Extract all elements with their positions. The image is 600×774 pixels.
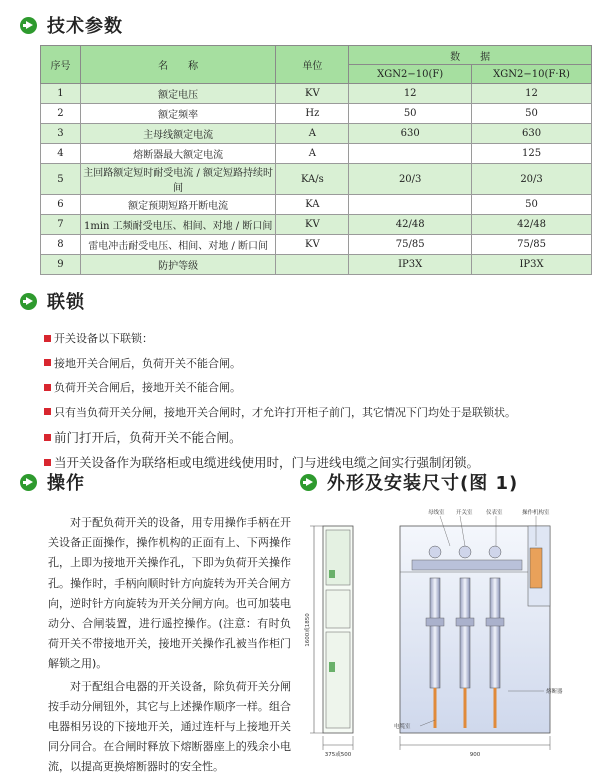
arrow-right-icon <box>20 17 37 34</box>
cell-value-f: 42/48 <box>349 215 472 235</box>
arrow-right-icon <box>300 474 317 491</box>
cell-value-f: 50 <box>349 104 472 124</box>
bullet-square-icon <box>44 384 51 391</box>
cell-no: 5 <box>41 164 81 195</box>
cell-unit: A <box>276 144 349 164</box>
cell-unit: A <box>276 124 349 144</box>
col-header-no: 序号 <box>41 46 81 84</box>
table-row <box>41 255 592 275</box>
section-title: 外形及安装尺寸(图 1) <box>327 473 519 494</box>
list-item: 负荷开关合闸后，接地开关不能合闸。 <box>44 379 596 395</box>
side-width-dimension-label: 375或500 <box>324 752 352 758</box>
cell-value-fr: 20/3 <box>472 164 592 195</box>
busbar-room-label: 母线室 <box>428 510 445 516</box>
cell-unit: Hz <box>276 104 349 124</box>
side-view <box>310 526 353 750</box>
arrow-right-icon <box>20 474 37 491</box>
cell-value-f <box>349 195 472 215</box>
cell-value-fr: 50 <box>472 104 592 124</box>
front-section-view <box>400 516 550 750</box>
bullet-square-icon <box>44 359 51 366</box>
section-heading-operation <box>20 469 85 495</box>
cell-no: 9 <box>41 255 81 275</box>
switch-room-label: 开关室 <box>456 510 473 516</box>
cell-name: 额定频率 <box>80 104 276 124</box>
section-title: 联锁 <box>47 292 85 313</box>
spec-table <box>40 45 592 275</box>
col-header-model-fr: XGN2−10(F·R) <box>472 65 592 84</box>
cell-unit <box>276 255 349 275</box>
paragraph: 对于配负荷开关的设备，用专用操作手柄在开关设备正面操作，操作机构的正面有上、下两操作孔，上即为接地开关操作孔，下即为负荷开关操作孔。操作时，手柄向顺时针方向旋转为开关合闸方向，逆时针方向旋转为开关分闸方向。也可加装电动分、合闸装置，进行遥控操作。(注意：有时负荷开关不带接地开关，接地开关操作孔被当作柜门解锁之用)。 <box>48 516 291 671</box>
cell-value-fr: 125 <box>472 144 592 164</box>
list-item: 接地开关合闸后，负荷开关不能合闸。 <box>44 355 596 371</box>
cell-no: 2 <box>41 104 81 124</box>
cell-unit: KA/s <box>276 164 349 195</box>
front-width-dimension-label: 900 <box>469 752 481 758</box>
table-row <box>41 84 592 104</box>
operation-text <box>48 513 291 774</box>
bullet-square-icon <box>44 408 51 415</box>
cell-value-fr: 50 <box>472 195 592 215</box>
cell-value-fr: 75/85 <box>472 235 592 255</box>
section-title: 技术参数 <box>47 16 123 37</box>
cable-room-label: 电缆室 <box>394 724 411 730</box>
cell-value-fr: 630 <box>472 124 592 144</box>
cell-unit: KV <box>276 235 349 255</box>
col-header-unit: 单位 <box>276 46 349 84</box>
cell-name: 1min 工频耐受电压、相间、对地 / 断口间 <box>80 215 276 235</box>
cell-no: 4 <box>41 144 81 164</box>
list-item: 当开关设备作为联络柜或电缆进线使用时，门与进线电缆之间实行强制闭锁。 <box>44 453 596 471</box>
cabinet-drawing <box>300 490 596 768</box>
bullet-square-icon <box>44 335 51 342</box>
cell-no: 3 <box>41 124 81 144</box>
section-title: 操作 <box>47 473 85 494</box>
col-header-data: 数 据 <box>349 46 592 65</box>
table-row <box>41 164 592 195</box>
cell-no: 6 <box>41 195 81 215</box>
list-item: 开关设备以下联锁： <box>44 330 596 346</box>
arrow-right-icon <box>20 293 37 310</box>
interlock-list <box>44 330 596 478</box>
cell-value-fr: 12 <box>472 84 592 104</box>
cell-no: 7 <box>41 215 81 235</box>
col-header-name: 名 称 <box>80 46 276 84</box>
cell-value-f: 630 <box>349 124 472 144</box>
cell-name: 额定电压 <box>80 84 276 104</box>
cell-value-f: 75/85 <box>349 235 472 255</box>
cell-value-f: IP3X <box>349 255 472 275</box>
meter-room-label: 仪表室 <box>486 510 503 516</box>
cell-unit: KA <box>276 195 349 215</box>
table-row <box>41 104 592 124</box>
mechanism-room-label: 操作机构室 <box>522 510 550 516</box>
cell-value-fr: 42/48 <box>472 215 592 235</box>
col-header-model-f: XGN2−10(F) <box>349 65 472 84</box>
table-row <box>41 124 592 144</box>
cell-name: 主母线额定电流 <box>80 124 276 144</box>
cell-name: 雷电冲击耐受电压、相间、对地 / 断口间 <box>80 235 276 255</box>
table-row <box>41 195 592 215</box>
cell-unit: KV <box>276 215 349 235</box>
cell-no: 8 <box>41 235 81 255</box>
section-heading-interlock <box>20 288 85 314</box>
cell-value-f: 12 <box>349 84 472 104</box>
cell-name: 主回路额定短时耐受电流 / 额定短路持续时间 <box>80 164 276 195</box>
fuse-label: 熔断器 <box>546 689 563 695</box>
cell-name: 额定预期短路开断电流 <box>80 195 276 215</box>
list-item: 只有当负荷开关分闸，接地开关合闸时，才允许打开柜子前门，其它情况下门均处于是联锁状。 <box>44 404 596 420</box>
list-item: 前门打开后，负荷开关不能合闸。 <box>44 428 596 446</box>
table-row <box>41 144 592 164</box>
cell-unit: KV <box>276 84 349 104</box>
cell-name: 熔断器最大额定电流 <box>80 144 276 164</box>
height-dimension-label: 1600或1850 <box>305 613 311 647</box>
cell-no: 1 <box>41 84 81 104</box>
cell-name: 防护等级 <box>80 255 276 275</box>
table-row <box>41 215 592 235</box>
paragraph: 对于配组合电器的开关设备，除负荷开关分闸按手动分闸钮外，其它与上述操作顺序一样。组合电器相另设的下接地开关，通过连杆与上接地开关同分同合。在合闸时释放下熔断器座上的残余小电流，以提高更换熔断器时的安全性。 <box>48 679 291 774</box>
bullet-square-icon <box>44 434 51 441</box>
cell-value-f <box>349 144 472 164</box>
cell-value-fr: IP3X <box>472 255 592 275</box>
bullet-square-icon <box>44 459 51 466</box>
table-row <box>41 235 592 255</box>
section-heading-specs <box>20 12 123 38</box>
cell-value-f: 20/3 <box>349 164 472 195</box>
